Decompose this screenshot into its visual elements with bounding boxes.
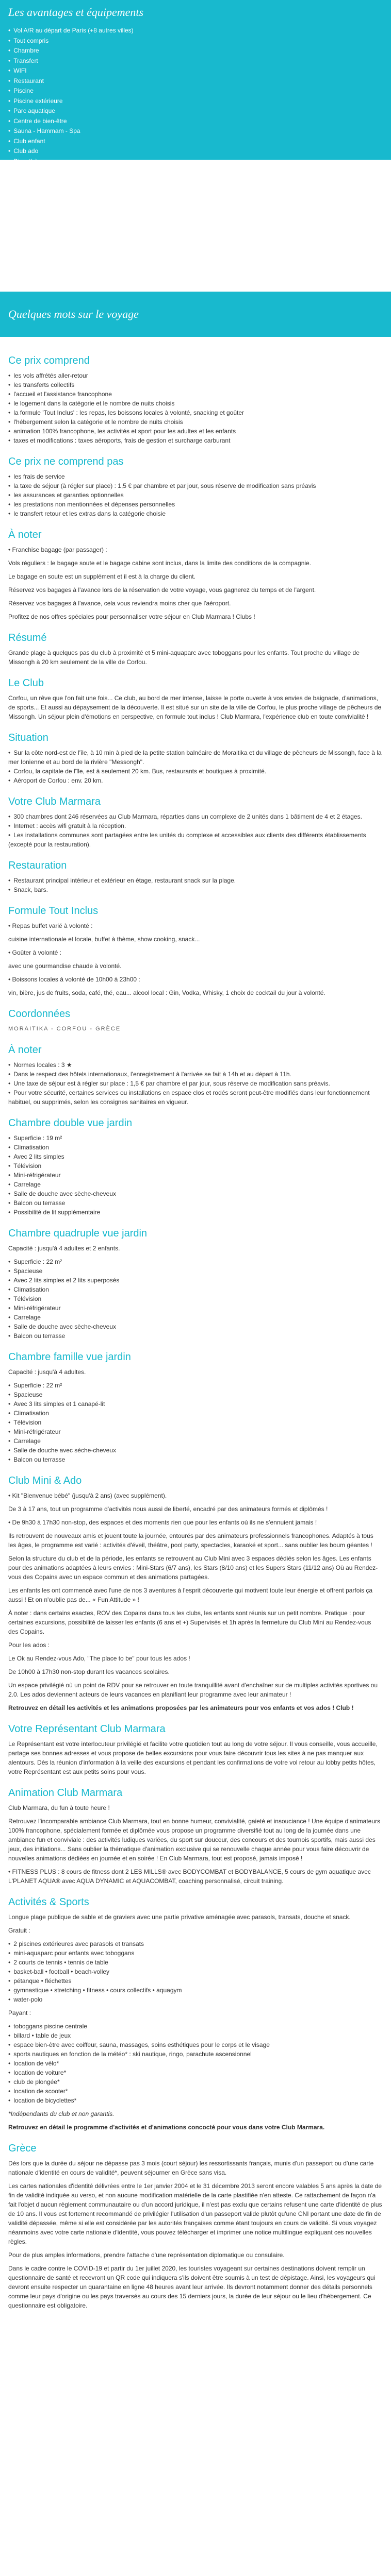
list-item: • Snack, bars. [8, 885, 383, 894]
paragraph: Corfou, un rêve que l'on fait une fois... Ce club, au bord de mer intense, laisse le porte ouverte à vos envies de baignade, d'animations, de sports... Et aussi au dépaysement de la découverte. Il est situé sur un site de la ville de Corfou, le plus proche village de pêcheurs de Missongh. Un séjour plein d'émotions en perspective, en formule tout inclus ! Club Marmara, l'expérience club en toute convivialité ! [8, 694, 382, 720]
list-item: • location de scooter* [8, 2087, 383, 2096]
paragraph: Le Ok au Rendez-vous Ado, "The place to be" pour tous les ados ! [8, 1655, 190, 1662]
amenity-item: • Restaurant [8, 76, 383, 87]
amenity-item: • Accueil francophone [8, 197, 383, 207]
list-item: • Internet : accès wifi gratuit à la réception. [8, 821, 383, 831]
list-item: • Mini-réfrigérateur [8, 1427, 383, 1436]
section-title: Club Mini & Ado [8, 1475, 82, 1486]
amenity-item: • Vol A/R au départ de Paris (+8 autres villes) [8, 26, 383, 36]
list-item: • basket-ball • football • beach-volley [8, 1967, 383, 1976]
list-item: • Spacieuse [8, 1266, 383, 1276]
paragraph: Vols réguliers : le bagage soute et le bagage cabine sont inclus, dans la limite des conditions de la compagnie. [8, 560, 312, 567]
paragraph: • Boissons locales à volonté de 10h00 à 23h00 : [8, 976, 140, 983]
list-item: • Balcon ou terrasse [8, 1455, 383, 1464]
list-item: • animation 100% francophone, les activités et sport pour les adultes et les enfants [8, 427, 383, 436]
paragraph-group [8, 921, 383, 997]
amenity-item: • Club enfant [8, 137, 383, 147]
paragraph: Ils retrouvent de nouveaux amis et jouent toute la journée, entourés par des animateurs professionnels francophones. Adaptés à tous les âges, le programme est varié : activités d'éveil, théâtre, pool party, spectacles, karaoké et sport... sans oublier les boum géantes ! [8, 1532, 373, 1549]
amenity-item: • Piscine [8, 86, 383, 96]
list-item: • Télévision [8, 1418, 383, 1427]
list-item: • Climatisation [8, 1409, 383, 1418]
section-title: Chambre quadruple vue jardin [8, 1228, 148, 1239]
paragraph: Pour les ados : [8, 1641, 50, 1649]
list-item: • l'accueil et l'assistance francophone [8, 389, 383, 399]
list-item: • Dans le respect des hôtels internationaux, l'enregistrement à l'arrivée se fait à 14h et au départ à 11h. [8, 1070, 383, 1079]
amenities-title: Les avantages et équipements [8, 6, 144, 19]
section-title: Ce prix comprend [8, 355, 90, 366]
list-item: • location de vélo* [8, 2059, 383, 2068]
paragraph: *Indépendants du club et non garantis. [8, 2110, 115, 2117]
section-title: Chambre double vue jardin [8, 1117, 133, 1129]
paragraph: De 3 à 17 ans, tout un programme d'activités nous aussi de liberté, encadré par des animateurs formés et diplômés ! [8, 1505, 328, 1513]
list [8, 2022, 383, 2105]
paragraph: Capacité : jusqu'à 4 adultes et 2 enfants. [8, 1245, 120, 1252]
paragraph: Dès lors que la durée du séjour ne dépasse pas 3 mois (court séjour) les ressortissants français, munis d'un passeport ou d'une carte nationale d'identité en cours de validité*, peuvent séjourner en Grèce sans visa. [8, 2160, 374, 2176]
list-item: • Salle de douche avec sèche-cheveux [8, 1446, 383, 1455]
section-title: Restauration [8, 860, 67, 871]
section-title: Grèce [8, 2143, 37, 2154]
paragraph: À noter : dans certains esactes, ROV des Copains dans tous les clubs, les enfants sont réunis sur un petit nombre. Pratique : pour certaines excursions, possibilité de laisser les enfants (6 ans et +) Supervisés et 1h après la fermeture du Club Mini au Rendez-vous des Copains. [8, 1609, 371, 1635]
list-item: • club de plongée* [8, 2077, 383, 2087]
list-item: • Mini-réfrigérateur [8, 1171, 383, 1180]
list [8, 876, 383, 894]
amenity-item: • Terrain de sport [8, 166, 383, 177]
list-item: • Salle de douche avec sèche-cheveux [8, 1189, 383, 1198]
list-item: • gymnastique • stretching • fitness • cours collectifs • aquagym [8, 1986, 383, 1995]
list-item: • toboggans piscine centrale [8, 2022, 383, 2031]
list-item: • location de voiture* [8, 2068, 383, 2077]
amenity-item: • Transfert [8, 56, 383, 66]
section-title: Votre Représentant Club Marmara [8, 1723, 166, 1735]
list-item: • Normes locales : 3 ★ [8, 1060, 383, 1070]
paragraph: Pour de plus amples informations, prendre l'attache d'une représentation diplomatique ou consulaire. [8, 2251, 285, 2259]
list-item: • le transfert retour et les extras dans la catégorie choisie [8, 509, 383, 518]
list-item: • Salle de douche avec sèche-cheveux [8, 1322, 383, 1331]
section-title: Situation [8, 732, 48, 743]
list-item: • Avec 3 lits simples et 1 canapé-lit [8, 1399, 383, 1409]
list-item: • l'hébergement selon la catégorie et le nombre de nuits choisis [8, 417, 383, 427]
list-item: • pétanque • fléchettes [8, 1976, 383, 1986]
paragraph: Les enfants les ont commencé avec l'une de nos 3 aventures à l'esprit découverte qui motivent toute leur énergie et offrent parfois ça aussi ! Et on n'oublie pas de... « Fun Attitude » ! [8, 1587, 373, 1603]
list-item: • la taxe de séjour (à régler sur place) : 1,5 € par chambre et par jour, sous réserve de modification sans préavis [8, 481, 383, 490]
list-item: • billard • table de jeux [8, 2031, 383, 2040]
list-item: • les prestations non mentionnées et dépenses personnelles [8, 500, 383, 509]
paragraph: Gratuit : [8, 1927, 30, 1934]
section-title: Ce prix ne comprend pas [8, 456, 124, 467]
list-item: • Climatisation [8, 1285, 383, 1294]
amenity-item: • Tout compris [8, 36, 383, 46]
paragraph: De 10h00 à 17h30 non-stop durant les vacances scolaires. [8, 1668, 170, 1675]
list-item: • Mini-réfrigérateur [8, 1303, 383, 1313]
section-title: À noter [8, 529, 42, 540]
list-item: • Carrelage [8, 1436, 383, 1446]
list-item: • Balcon ou terrasse [8, 1331, 383, 1341]
paragraph: avec une gourmandise chaude à volonté. [8, 962, 122, 970]
list-item: • Balcon ou terrasse [8, 1198, 383, 1208]
about-title: Quelques mots sur le voyage [8, 308, 139, 320]
trip-details [0, 337, 391, 2330]
paragraph: • Repas buffet varié à volonté : [8, 922, 93, 929]
list-item: • Avec 2 lits simples [8, 1152, 383, 1161]
paragraph-group [8, 1803, 383, 1886]
list-item: • les assurances et garanties optionnelles [8, 490, 383, 500]
paragraph-group [8, 693, 383, 721]
section-title: Formule Tout Inclus [8, 905, 99, 917]
list-item: • Télévision [8, 1161, 383, 1171]
list-item: • Corfou, la capitale de l'île, est à seulement 20 km. Bus, restaurants et boutiques à proximité. [8, 767, 383, 776]
list [8, 812, 383, 849]
list-item: • Superficie : 22 m² [8, 1381, 383, 1390]
paragraph: Selon la structure du club et de la période, les enfants se retrouvent au Club Mini avec 3 espaces dédiés selon les âges. Les enfants pour des animations adaptées à leurs envies : Mini-Stars (6/7 ans), les Stars (8/10 ans) et les Supers Stars (11/12 ans) Où au Rendez-vous des Copains avec un espace commun et des animations partagées. [8, 1555, 378, 1581]
list [8, 1257, 383, 1341]
paragraph: Les cartes nationales d'identité délivrées entre le 1er janvier 2004 et le 31 décembre 2013 seront encore valables 5 ans après la date de fin de validité indiquée au verso, et non aucune modification matérielle de la carte plastifiée n'en atteste. Ce rattachement de façon n'a fait l'objet d'aucun règlement communautaire ou d'un accord juridique, il n'est pas exclu que certains refusent une carte d'identité de plus de 10 ans. Il vous est fortement recommandé de privilégier l'utilisation d'un passeport valide plutôt qu'une CNI portant une date de fin de validité dépassée, même si elle est considérée par les autorités françaises comme étant toujours en cours de validité. Si vous voyagez néanmoins avec votre carte nationale d'identité, vous pouvez télécharger et imprimer une notice multilingue expliquant ces nouvelles règles. [8, 2182, 382, 2245]
paragraph: Retrouvez en détail le programme d'activités et d'animations concocté pour vous dans votre Club Marmara. [8, 2124, 325, 2131]
paragraph: Dans le cadre contre le COVID-19 et partir du 1er juillet 2020, les touristes voyageant sur certaines destinations doivent remplir un questionnaire de santé et recevront un QR code qui indiquera s'ils doivent être soumis à un test de dépistage. Ainsi, les voyageurs qui devront ensuite respecter un quarantaine en ligne 48 heures avant leur arrivée. Ils devront notamment donner des détails personnels comme leur pays d'origine ou les pays traversés au cours des 15 derniers jours, la durée de leur séjour ou le lieu d'hébergement. Ce questionnaire est obligatoire. [8, 2265, 376, 2309]
amenity-item: • Discothèque [8, 157, 383, 167]
paragraph-group [8, 1640, 383, 1699]
paragraph: Retrouvez en détail les activités et les animations proposées par les animateurs pour vos enfants et vos ados ! Club ! [8, 1704, 354, 1711]
paragraph: • Goûter à volonté : [8, 949, 61, 956]
address: MORAITIKA - CORFOU - GRÈCE [8, 1026, 121, 1032]
paragraph: • De 9h30 à 17h30 non-stop, des espaces et des moments rien que pour les enfants où ils ne s'ennuient jamais ! [8, 1519, 317, 1526]
paragraph: Payant : [8, 2009, 31, 2016]
about-banner [0, 292, 391, 337]
list-item: • Superficie : 22 m² [8, 1257, 383, 1266]
list-item: • les vols affrétés aller-retour [8, 371, 383, 380]
section-title: Activités & Sports [8, 1896, 89, 1908]
paragraph: Retrouvez l'incomparable ambiance Club Marmara, tout en bonne humeur, convivialité, gaieté et insouciance ! Une équipe d'animateurs 100% francophone, spécialement formée et diplômée vous propose un programme diversifié tout au long de la journée dans une ambiance fun et conviviale : des activités ludiques variées, du sport sur douceur, des concours et des tournois sportifs, mais aussi des jeux, des initiations... Sans oublier la thématique d'animation exclusive qui se renouvelle chaque année pour vous faire découvrir de nouvelles animations dédiées en journée et en soirée ! En Club Marmara, tout est proposé, jamais imposé ! [8, 1818, 380, 1862]
amenity-item: • Sauna - Hammam - Spa [8, 126, 383, 137]
paragraph: Le bagage en soute est un supplément et il est à la charge du client. [8, 573, 196, 580]
amenity-item: • Climatisation [8, 187, 383, 197]
paragraph: cuisine internationale et locale, buffet à thème, show cooking, snack... [8, 936, 200, 943]
list [8, 1133, 383, 1217]
list [8, 472, 383, 518]
amenity-item: • WIFI [8, 66, 383, 76]
section-title: Animation Club Marmara [8, 1787, 123, 1799]
list [8, 371, 383, 445]
list-item: • Carrelage [8, 1180, 383, 1189]
section-title: Résumé [8, 632, 47, 643]
paragraph: Réservez vos bagages à l'avance, cela vous reviendra moins cher que l'aéroport. [8, 600, 231, 607]
list-item: • Avec 2 lits simples et 2 lits superposés [8, 1276, 383, 1285]
list-item: • sports nautiques en fonction de la météo* : ski nautique, ringo, parachute ascensionnel [8, 2049, 383, 2059]
list [8, 1939, 383, 2004]
list-item: • taxes et modifications : taxes aéroports, frais de gestion et surcharge carburant [8, 436, 383, 445]
list-item: • mini-aquaparc pour enfants avec toboggans [8, 1948, 383, 1958]
paragraph: • FITNESS PLUS : 8 cours de fitness dont 2 LES MILLS® avec BODYCOMBAT et BODYBALANCE, 5 cours de gym aquatique avec L'PLANET AQUA® avec AQUA DYNAMIC et AQUACOMBAT, coaching personnalisé, circuit training. [8, 1868, 371, 1885]
list [8, 748, 383, 785]
paragraph: Grande plage à quelques pas du club à proximité et 5 mini-aquaparc avec toboggans pour les enfants. Tout proche du village de Missongh à 20 km seulement de la ville de Corfou. [8, 649, 360, 666]
paragraph: Capacité : jusqu'à 4 adultes. [8, 1368, 86, 1376]
list-item: • Possibilité de lit supplémentaire [8, 1208, 383, 1217]
list-item: • location de bicyclettes* [8, 2096, 383, 2105]
list-item: • Climatisation [8, 1143, 383, 1152]
list-item: • espace bien-être avec coiffeur, sauna, massages, soins esthétiques pour le corps et le visage [8, 2040, 383, 2049]
paragraph: Réservez vos bagages à l'avance lors de la réservation de votre voyage, vous gagnerez du temps et de l'argent. [8, 586, 316, 594]
paragraph: • Kit "Bienvenue bébé" (jusqu'à 2 ans) (avec supplément). [8, 1492, 167, 1499]
list-item: • les transferts collectifs [8, 380, 383, 389]
section-title: Votre Club Marmara [8, 796, 101, 807]
amenity-item: • Centre de bien-être [8, 116, 383, 127]
list-item: • 300 chambres dont 246 réservées au Club Marmara, réparties dans un complexe de 2 unités dans 1 bâtiment de 4 et 2 étages. [8, 812, 383, 821]
list-item: • Pour votre sécurité, certaines services ou installations en espace clos et rodés seront peut-être modifiés dans leur fonctionnement habituel, ou supprimés, selon les consignes sanitaires en vigueur. [8, 1088, 383, 1107]
list [8, 1060, 383, 1107]
list-item: • 2 piscines extérieures avec parasols et transats [8, 1939, 383, 1948]
list-item: • Spacieuse [8, 1390, 383, 1399]
list-item: • Télévision [8, 1294, 383, 1303]
list-item: • le logement dans la catégorie et le nombre de nuits choisis [8, 399, 383, 408]
section-title: Le Club [8, 677, 44, 689]
section-title: Chambre famille vue jardin [8, 1351, 131, 1363]
paragraph: Longue plage publique de sable et de graviers avec une partie privative aménagée avec parasols, transats, douche et snack. [8, 1913, 351, 1921]
list-item: • water-polo [8, 1995, 383, 2004]
list [8, 1381, 383, 1464]
section-title: À noter [8, 1044, 42, 1056]
list-item: • Une taxe de séjour est à régler sur place : 1,5 € par chambre et par jour, sous réserve de modification sans préavis. [8, 1079, 383, 1088]
amenity-item: • Télévision [8, 177, 383, 187]
list-item: • Sur la côte nord-est de l'île, à 10 min à pied de la petite station balnéaire de Moraitika et du village de pêcheurs de Missongh, face à la mer Ionienne et au bord de la rivière "Messongh". [8, 748, 383, 767]
list-item: • Les installations communes sont partagées entre les unités du complexe et accessibles aux clients des différents établissements (excepté pour la restauration). [8, 831, 383, 849]
amenity-item: • Piscine extérieure [8, 96, 383, 107]
paragraph: vin, bière, jus de fruits, soda, café, thé, eau... alcool local : Gin, Vodka, Whisky, 1 choix de cocktail du jour à volonté. [8, 989, 325, 996]
paragraph-group [8, 1491, 383, 1636]
paragraph: Un espace privilégié où un point de RDV pour se retrouver en toute tranquillité avant d'enchaîner sur de multiples activités sportives ou 2.0. Les ados deviennent acteurs de leurs vacances en planifiant leur programme avec leur animateur ! [8, 1682, 378, 1698]
paragraph: • Franchise bagage (par passager) : [8, 546, 107, 553]
amenities-banner [0, 0, 391, 205]
list-item: • Carrelage [8, 1313, 383, 1322]
amenity-item: • Parc aquatique [8, 106, 383, 116]
list-item: • la formule 'Tout Inclus' : les repas, les boissons locales à volonté, snacking et goûter [8, 408, 383, 417]
section-title: Coordonnées [8, 1008, 71, 1020]
paragraph: Club Marmara, du fun à toute heure ! [8, 1804, 110, 1811]
paragraph: Le Représentant est votre interlocuteur privilégié et facilite votre quotidien tout au long de votre séjour. Il vous conseille, vous accueille, partage ses bonnes adresses et vous propose de belles excursions pour vous faire découvrir tous les sites à ne pas manquer aux alentours. Dès la réunion d'information à la veille des excursions et pendant les confirmations de votre vol retour au lobby petits hôtes, votre Représentant est aux petits soins pour vous. [8, 1740, 378, 1775]
list-item: • Superficie : 19 m² [8, 1133, 383, 1143]
amenity-item: • Club ado [8, 146, 383, 157]
amenity-item: • Chambre [8, 46, 383, 56]
paragraph: Profitez de nos offres spéciales pour personnaliser votre séjour en Club Marmara ! Clubs ! [8, 613, 255, 620]
spacer [0, 160, 391, 292]
list-item: • Restaurant principal intérieur et extérieur en étage, restaurant snack sur la plage. [8, 876, 383, 885]
list-item: • 2 courts de tennis • tennis de table [8, 1958, 383, 1967]
list-item: • Aéroport de Corfou : env. 20 km. [8, 776, 383, 785]
paragraph-group [8, 545, 383, 621]
list-item: • les frais de service [8, 472, 383, 481]
